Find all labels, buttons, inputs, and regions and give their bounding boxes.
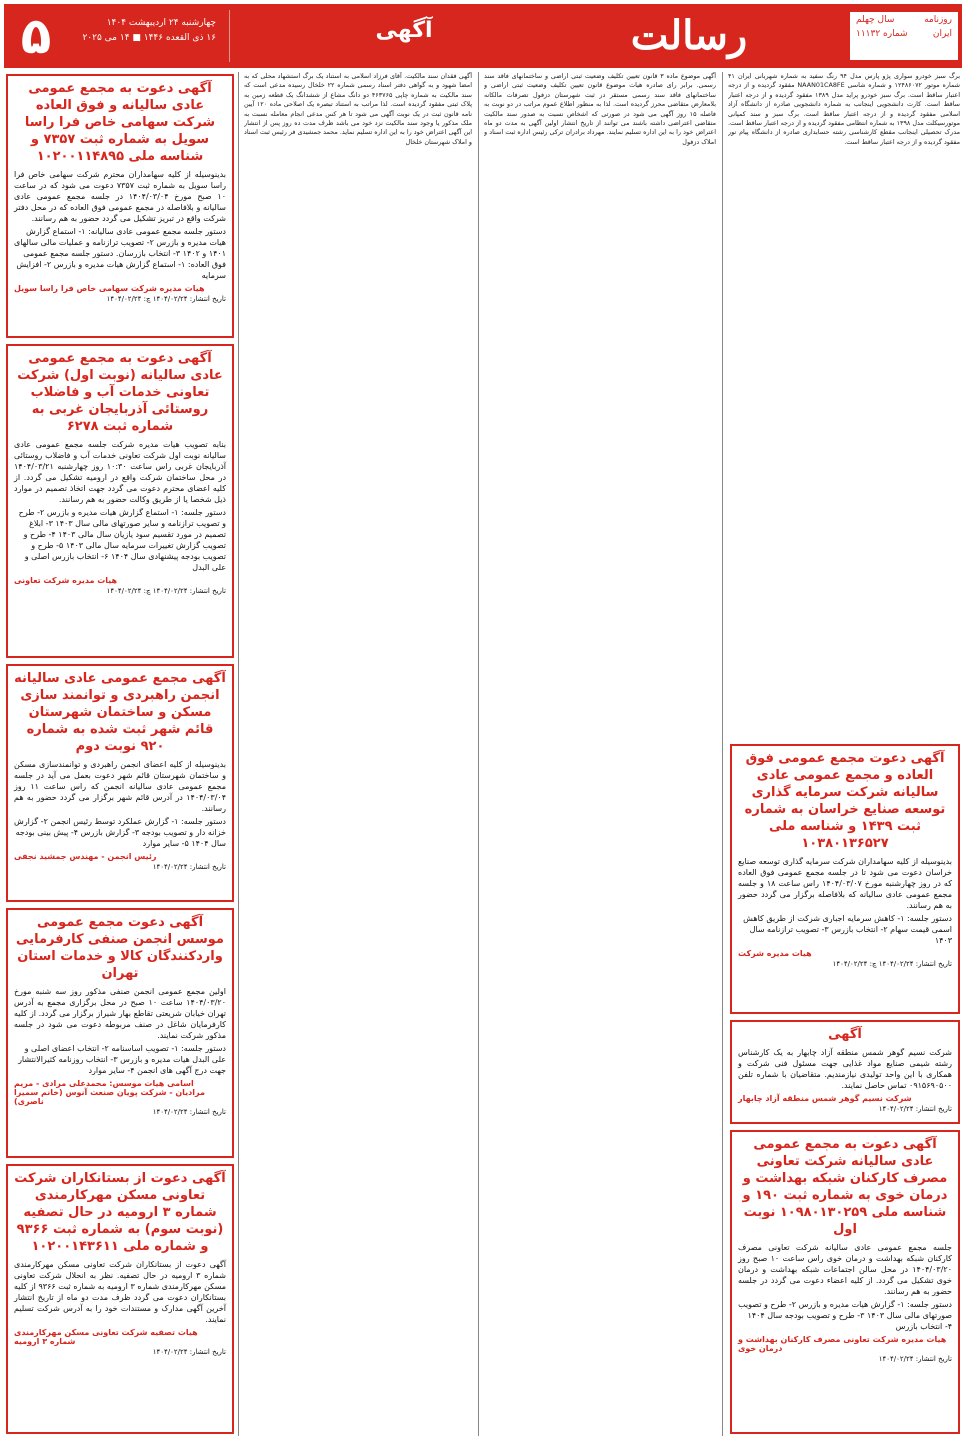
section-title: آگهی: [375, 18, 433, 43]
ad-signature: هیات مدیره شرکت سهامی خاص فرا راسا سویل: [14, 284, 205, 293]
newspaper-logo: رسالت: [630, 12, 748, 59]
ad-body: بدینوسیله از کلیه سهامداران شرکت سرمایه گذاری توسعه صنایع خراسان دعوت می شود تا در جلسه مجمع عمومی فوق العاده که در روز چهارشنبه مورخ ۱۴۰۴/۰۳/۰۷ راس ساعت ۱۸ و جلسه مجمع عمومی عادی سالیانه که بلافاصله برگزار می گردد حضور به هم رسانند.: [738, 857, 953, 910]
ad-signature: هیات تصفیه شرکت تعاونی مسکن مهرکارمندی شماره ۳ ارومیه: [14, 1328, 198, 1346]
ad-dates: تاریخ انتشار: ۱۴۰۴/۰۲/۲۴ چ: ۱۴۰۴/۰۲/۲۴: [106, 295, 226, 303]
ad-dates: تاریخ انتشار: ۱۴۰۴/۰۲/۲۴: [152, 1108, 226, 1116]
date-persian: چهارشنبه ۲۴ اردیبهشت ۱۴۰۴: [106, 18, 216, 28]
date-other: ۱۶ ذی القعده ۱۴۴۶ ■ ۱۴ می ۲۰۲۵: [82, 33, 216, 43]
ad-signature: شرکت نسیم گوهر شمس منطقه آزاد چابهار: [738, 1094, 912, 1103]
ad-title: آگهی دعوت مجمع عمومی فوق العاده و مجمع عمومی عادی سالیانه شرکت سرمایه گذاری توسعه صنایع خراسان به شماره ثبت ۱۴۳۹ و شناسه ملی ۱۰۳۸۰۱۳۶۵۲۷: [744, 751, 946, 851]
ad-dates: تاریخ انتشار: ۱۴۰۴/۰۲/۲۴: [878, 1105, 952, 1113]
ad-agenda: دستور جلسه: ۱- کاهش سرمایه اجباری شرکت از طریق کاهش اسمی قیمت سهام ۲- انتخاب بازرس ۳- تصویب ترازنامه سال ۱۴۰۳: [743, 914, 952, 945]
ad-agenda: دستور جلسه مجمع عمومی عادی سالیانه: ۱- استماع گزارش هیات مدیره و بازرس ۲- تصویب ترازنامه و عملیات مالی سالهای ۱۴۰۱ و ۱۴۰۲ ۳- انتخاب بازرسان. دستور جلسه مجمع عمومی فوق العاده: ۱- استماع گزارش هیات مدیره و بازرس ۲- افزایش سرمایه: [14, 227, 226, 280]
ad-title: آگهی دعوت مجمع عمومی موسس انجمن صنفی کارفرمایی واردکنندگان کالا و خدمات استان تهران: [16, 915, 224, 981]
ad-box: [6, 74, 234, 338]
meta-value-2: شماره ۱۱۱۳۲: [856, 29, 908, 39]
meta-value-1: سال چهلم: [856, 15, 895, 25]
ad-dates: تاریخ انتشار: ۱۴۰۴/۰۲/۲۴: [152, 1348, 226, 1356]
ad-body: جلسه مجمع عمومی عادی سالیانه شرکت تعاونی مصرف کارکنان شبکه بهداشت و درمان خوی راس ساعت ۱۰ صبح روز ۱۴۰۴/۰۳/۲۰ در محل سالن اجتماعات شبکه بهداشت و درمان خوی تشکیل می گردد. از کلیه اعضاء دعوت می گردد در جلسه حضور به هم رسانند.: [738, 1243, 952, 1296]
ad-dates: تاریخ انتشار: ۱۴۰۴/۰۲/۲۴: [152, 863, 226, 871]
page-number: ۵: [20, 7, 52, 65]
ad-title: آگهی دعوت به مجمع عمومی عادی سالیانه و فوق العاده شرکت سهامی خاص فرا راسا سویل به شماره ثبت ۷۳۵۷ و شناسه ملی ۱۰۲۰۰۱۱۴۸۹۵: [24, 81, 216, 164]
column-separator: [722, 72, 723, 1436]
notice-text: آگهی موضوع ماده ۳ قانون تعیین تکلیف وضعیت ثبتی اراضی و ساختمانهای فاقد سند رسمی. برابر رای صادره هیات موضوع قانون تعیین تکلیف وضعیت ثبتی اراضی و ساختمانهای فاقد سند رسمی مستقر در ثبت شهرستان دزفول تصرفات مالکانه بلامعارض متقاضی محرز گردیده است. لذا به منظور اطلاع عموم مراتب در دو نوبت به فاصله ۱۵ روز آگهی می شود در صورتی که اشخاص نسبت به صدور سند مالکیت متقاضی اعتراضی داشته باشند می توانند از تاریخ انتشار اولین آگهی به مدت دو ماه اعتراض خود را به این اداره تسلیم نمایند. مهرداد برادران ترکی رئیس اداره ثبت اسناد و املاک دزفول: [484, 72, 716, 146]
ad-title: آگهی دعوت به مجمع عمومی عادی سالیانه (نوبت اول) شرکت تعاونی خدمات آب و فاضلاب روستائی آذربایجان غربی به شماره ثبت ۶۲۷۸: [17, 351, 223, 434]
ad-title: آگهی: [828, 1027, 862, 1042]
notice-text: آگهی فقدان سند مالکیت. آقای فرزاد اسلامی به استناد یک برگ استشهاد محلی که به امضا شهود و به گواهی دفتر اسناد رسمی شماره ۲۲ خلخال رسیده مدعی است که سند مالکیت به شماره چاپی ۴۶۳۷۶۵ دو دانگ مشاع از ششدانگ یک قطعه زمین به پلاک ثبتی مفقود گردیده است. لذا مراتب به استناد تبصره یک اصلاحی ماده ۱۲۰ آیین نامه قانون ثبت در یک نوبت آگهی می شود تا هر کس مدعی انجام معامله نسبت به ملک مذکور یا وجود سند مالکیت نزد خود می باشد ظرف مدت ده روز پس از انتشار این آگهی اعتراض خود را به این اداره تسلیم نماید. محمد جمشیدی فر رئیس ثبت اسناد و املاک شهرستان خلخال: [244, 72, 472, 146]
ad-box: [6, 664, 234, 902]
ad-body: بنابه تصویب هیات مدیره شرکت جلسه مجمع عمومی عادی سالیانه نوبت اول شرکت تعاونی خدمات آب و فاضلاب روستائی آذربایجان غربی راس ساعت ۱۰:۳۰ روز چهارشنبه ۱۴۰۴/۰۳/۲۱ در محل ساختمان شرکت واقع در ارومیه تشکیل می گردد. از کلیه اعضای محترم دعوت می گردد جهت اتخاذ تصمیم در موارد ذیل شخصا یا از طریق وکالت حضور به هم رسانند.: [14, 440, 226, 504]
ad-agenda: دستور جلسه: ۱- گزارش عملکرد توسط رئیس انجمن ۲- گزارش خزانه دار و تصویب بودجه ۳- گزارش بازرس ۴- پیش بینی بودجه سال ۱۴۰۴ ۵- سایر موارد: [14, 817, 226, 848]
ad-title: آگهی مجمع عمومی عادی سالیانه انجمن راهبردی و توانمند سازی مسکن و ساختمان شهرستان قائم شهر ثبت شده به شماره ۹۲۰ نوبت دوم: [14, 671, 226, 754]
ad-signature: هیات مدیره شرکت تعاونی مصرف کارکنان بهداشت و درمان خوی: [738, 1335, 947, 1353]
ad-box: [6, 344, 234, 658]
column-separator: [478, 72, 479, 1436]
notices-column: [484, 72, 716, 1434]
column-separator: [238, 72, 239, 1436]
ad-box: [6, 1164, 234, 1434]
masthead: [4, 4, 962, 68]
notice-text: برگ سبز خودرو سواری پژو پارس مدل ۹۴ رنگ سفید به شماره شهربانی ایران ۴۱ شماره موتور ۱۲۴۸۶۰۷۲ و شماره شاسی NAAN01CA8FE مفقود گردیده و از درجه اعتبار ساقط است. برگ سبز خودرو پراید مدل ۱۳۸۹ مفقود گردیده و از درجه اعتبار ساقط است. کارت دانشجویی اینجانب به شماره دانشجویی صادره از دانشگاه آزاد اسلامی مفقود گردیده و از درجه اعتبار ساقط است. برگ سبز و سند کمپانی موتورسیکلت مدل ۱۳۹۸ به شماره انتظامی مفقود گردیده و از درجه اعتبار ساقط است. مدرک تحصیلی اینجانب مقطع کارشناسی رشته حسابداری صادره از دانشگاه پیام نور مفقود گردیده و از درجه اعتبار ساقط است.: [728, 72, 960, 146]
ad-title: آگهی دعوت از بستانکاران شرکت تعاونی مسکن مهرکارمندی شماره ۳ ارومیه در حال تصفیه (نوبت سوم) به شماره ثبت ۹۳۶۶ و شماره ملی ۱۰۲۰۰۱۴۳۶۱۱: [14, 1171, 226, 1254]
ad-body: بدینوسیله از کلیه سهامداران محترم شرکت سهامی خاص فرا راسا سویل به شماره ثبت ۷۳۵۷ دعوت می شود که در ساعت ۱۰ صبح مورخ ۱۴۰۴/۰۳/۰۴ در جلسه مجمع عمومی عادی سالیانه و بلافاصله در مجمع عمومی فوق العاده که در محل دفتر شرکت واقع در تبریز تشکیل می گردد حضور به هم رسانند.: [14, 170, 226, 223]
meta-label-1: روزنامه: [924, 15, 952, 25]
ad-box: [730, 744, 960, 1014]
ad-body: اولین مجمع عمومی انجمن صنفی مذکور روز سه شنبه مورخ ۱۴۰۴/۰۳/۲۰ ساعت ۱۰ صبح در محل برگزاری مجمع به آدرس تهران خیابان شریعتی تقاطع بهار شیراز برگزار می گردد. از کلیه کارفرمایان شاغل در صنف مربوطه دعوت می شود در جلسه مذکور شرکت نمایند.: [14, 987, 226, 1040]
ad-box: [730, 1130, 960, 1434]
ad-body: آگهی دعوت از بستانکاران شرکت تعاونی مسکن مهرکارمندی شماره ۳ ارومیه در حال تصفیه. نظر به انحلال شرکت تعاونی مسکن مهرکارمندی شماره ۳ ارومیه به شماره ثبت ۹۳۶۶ از کلیه بستانکاران دعوت می گردد ظرف مدت دو ماه از تاریخ انتشار آخرین آگهی مدارک و مستندات خود را به آدرس شرکت تسلیم نمایند.: [14, 1260, 226, 1324]
ad-signature: هیات مدیره شرکت: [738, 949, 812, 958]
ad-title: آگهی دعوت به مجمع عمومی عادی سالیانه شرکت تعاونی مصرف کارکنان شبکه بهداشت و درمان خوی به شماره ثبت ۱۹۰ و شناسه ملی ۱۰۹۸۰۱۳۰۲۵۹ نوبت اول: [742, 1137, 948, 1237]
ad-signature: اسامی هیات موسس: محمدعلی مرادی - مریم مرادیان - شرکت پویان صنعت آنوس (خانم سمیرا ناصری): [14, 1079, 205, 1106]
ad-signature: رئیس انجمن - مهندس جمشید نجفی: [14, 852, 157, 861]
ad-dates: تاریخ انتشار: ۱۴۰۴/۰۲/۲۴ چ: ۱۴۰۴/۰۲/۲۴: [106, 587, 226, 595]
ad-dates: تاریخ انتشار: ۱۴۰۴/۰۲/۲۴: [878, 1355, 952, 1363]
ad-body: شرکت نسیم گوهر شمس منطقه آزاد چابهار به یک کارشناس رشته شیمی صنایع مواد غذایی جهت مسئول فنی شرکت و همکاری با این واحد تولیدی نیازمندیم. متقاضیان با شماره تلفن ۰۹۱۵۶۹۰۵۰۰ تماس حاصل نمایند.: [738, 1048, 952, 1090]
lost-notices-column: [728, 72, 960, 740]
issue-meta: [850, 12, 958, 60]
notices-column: [244, 72, 472, 1434]
ad-box: [6, 908, 234, 1158]
ad-body: بدینوسیله از کلیه اعضای انجمن راهبردی و توانمندسازی مسکن و ساختمان شهرستان قائم شهر دعوت بعمل می آید در جلسه مجمع عمومی عادی سالیانه انجمن که راس ساعت ۱۱ روز ۱۴۰۴/۰۳/۰۴ در آدرس قائم شهر برگزار می گردد حضور به هم رسانند.: [14, 760, 227, 813]
ad-agenda: دستور جلسه: ۱- استماع گزارش هیات مدیره و بازرس ۲- طرح و تصویب ترازنامه و سایر صورتهای مالی سال ۱۴۰۳ ۳- ابلاغ تصمیم در مورد تقسیم سود یازیان سال مالی ۱۴۰۳ ۴- طرح و تصویب گزارش تغییرات سرمایه سال مالی ۱۴۰۳ ۵- طرح و تصویب بودجه پیشنهادی سال ۱۴۰۴ ۶- انتخاب بازرس اصلی و علی البدل: [18, 508, 226, 572]
header-divider: [229, 10, 230, 62]
ad-agenda: دستور جلسه: ۱- گزارش هیات مدیره و بازرس ۲- طرح و تصویب صورتهای مالی سال ۱۴۰۳ ۳- طرح و تصویب بودجه سال ۱۴۰۴ ۴- انتخاب بازرس: [738, 1300, 952, 1331]
date-block: [66, 16, 216, 46]
ad-dates: تاریخ انتشار: ۱۴۰۴/۰۲/۲۴ چ: ۱۴۰۴/۰۲/۲۴: [832, 960, 952, 968]
ad-agenda: دستور جلسه: ۱- تصویب اساسنامه ۲- انتخاب اعضای اصلی و علی البدل هیات مدیره و بازرس ۳- انتخاب روزنامه کثیرالانتشار جهت درج آگهی های انجمن ۴- سایر موارد: [18, 1044, 226, 1075]
ad-box: [730, 1020, 960, 1124]
ad-signature: هیات مدیره شرکت تعاونی: [14, 576, 118, 585]
meta-label-2: ایران: [932, 29, 952, 39]
